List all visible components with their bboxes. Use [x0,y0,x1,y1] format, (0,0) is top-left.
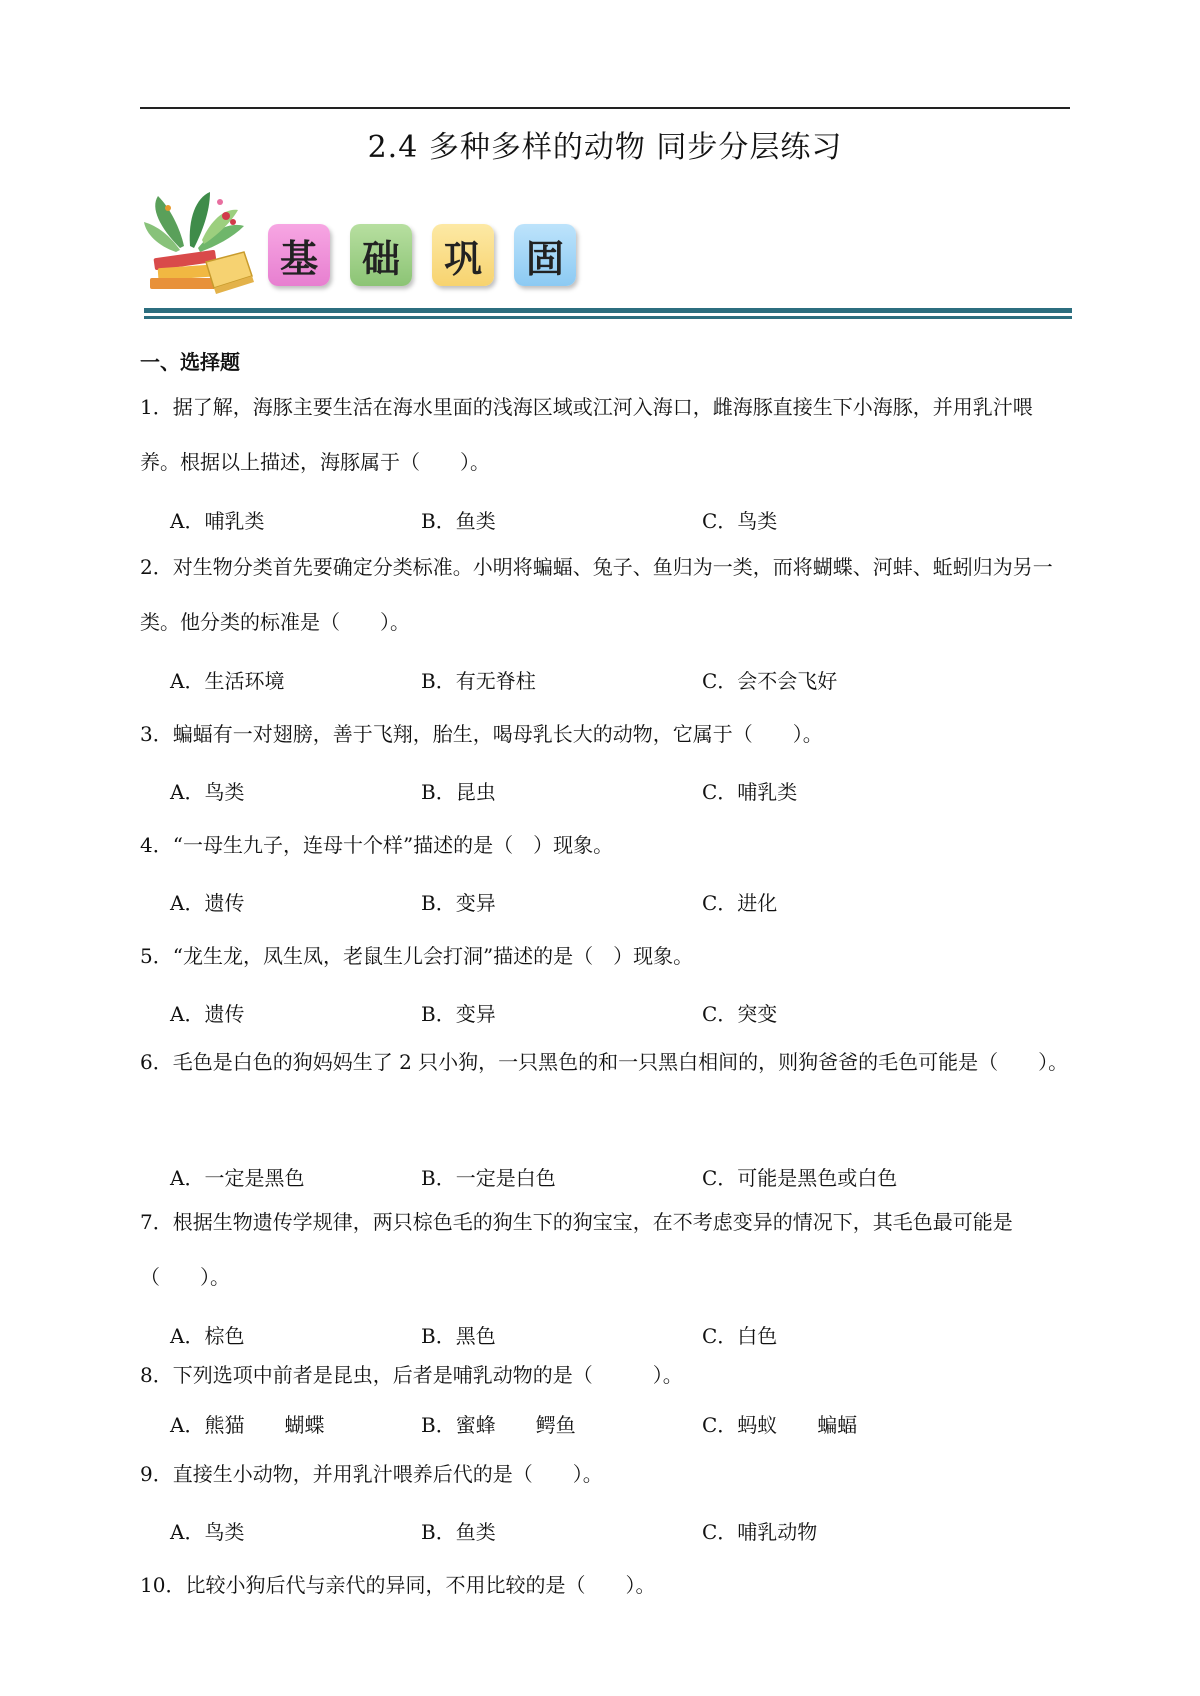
option-b[interactable]: B．鱼类 [421,1520,496,1544]
question-stem: 1．据了解，海豚主要生活在海水里面的浅海区域或江河入海口，雌海豚直接生下小海豚，并用乳汁喂养。根据以上描述，海豚属于（ ）。 [140,395,1033,474]
option-a[interactable]: A．棕色 [170,1324,245,1348]
option-row [170,887,1070,917]
option-b[interactable]: B．昆虫 [421,780,496,804]
option-a[interactable]: A．鸟类 [170,780,245,804]
option-b[interactable]: B．一定是白色 [421,1166,556,1190]
option-b[interactable]: B．变异 [421,891,496,915]
banner-tiles [268,224,576,286]
option-a[interactable]: A．哺乳类 [170,509,265,533]
option-c[interactable]: C．可能是黑色或白色 [702,1166,898,1190]
question-stem: 9．直接生小动物，并用乳汁喂养后代的是（ ）。 [140,1462,603,1486]
option-row [170,505,1070,535]
option-c[interactable]: C．白色 [702,1324,778,1348]
question-stem: 4．“一母生九子，连母十个样”描述的是（ ）现象。 [140,833,614,857]
option-row [170,1516,1070,1546]
option-row [170,665,1070,695]
option-row [170,1320,1070,1350]
page-title: 2.4 多种多样的动物 同步分层练习 [367,130,843,165]
question-stem: 10．比较小狗后代与亲代的异同，不用比较的是（ ）。 [140,1573,656,1597]
option-a[interactable]: A．遗传 [170,1002,245,1026]
option-row [170,1409,1070,1439]
option-a[interactable]: A．生活环境 [170,669,285,693]
option-row [170,776,1070,806]
option-b[interactable]: B．有无脊柱 [421,669,536,693]
option-a[interactable]: A．鸟类 [170,1520,245,1544]
option-c[interactable]: C．蚂蚁 蝙蝠 [702,1413,858,1437]
banner-tile: 础 [350,224,412,286]
option-a[interactable]: A．一定是黑色 [170,1166,305,1190]
option-b[interactable]: B．变异 [421,1002,496,1026]
option-c[interactable]: C．进化 [702,891,778,915]
option-c[interactable]: C．突变 [702,1002,778,1026]
question-stem: 8．下列选项中前者是昆虫，后者是哺乳动物的是（ ）。 [140,1363,683,1387]
banner-rule [144,308,1072,313]
question-stem: 6．毛色是白色的狗妈妈生了 2 只小狗，一只黑色的和一只黑白相间的，则狗爸爸的毛色可能是（ ）。 [140,1050,1069,1074]
option-c[interactable]: C．哺乳动物 [702,1520,818,1544]
question-stem: 3．蝙蝠有一对翅膀，善于飞翔，胎生，喝母乳长大的动物，它属于（ ）。 [140,722,823,746]
option-b[interactable]: B．黑色 [421,1324,496,1348]
option-a[interactable]: A．熊猫 蝴蝶 [170,1413,325,1437]
option-row [170,1162,1070,1192]
option-c[interactable]: C．哺乳类 [702,780,798,804]
section-banner [140,188,1080,318]
books-plant-illustration [140,188,260,298]
banner-tile: 基 [268,224,330,286]
banner-rule [144,316,1072,319]
option-b[interactable]: B．蜜蜂 鳄鱼 [421,1413,576,1437]
option-a[interactable]: A．遗传 [170,891,245,915]
banner-tile: 巩 [432,224,494,286]
option-b[interactable]: B．鱼类 [421,509,496,533]
question-stem: 7．根据生物遗传学规律，两只棕色毛的狗生下的狗宝宝，在不考虑变异的情况下，其毛色最可能是（ ）。 [140,1210,1013,1289]
section-heading: 一、选择题 [140,350,240,374]
option-c[interactable]: C．会不会飞好 [702,669,838,693]
header-rule [140,107,1070,109]
option-c[interactable]: C．鸟类 [702,509,778,533]
banner-tile: 固 [514,224,576,286]
option-row [170,998,1070,1028]
question-stem: 2．对生物分类首先要确定分类标准。小明将蝙蝠、兔子、鱼归为一类，而将蝴蝶、河蚌、蚯蚓归为另一类。他分类的标准是（ ）。 [140,555,1053,634]
question-stem: 5．“龙生龙，凤生凤，老鼠生儿会打洞”描述的是（ ）现象。 [140,944,694,968]
